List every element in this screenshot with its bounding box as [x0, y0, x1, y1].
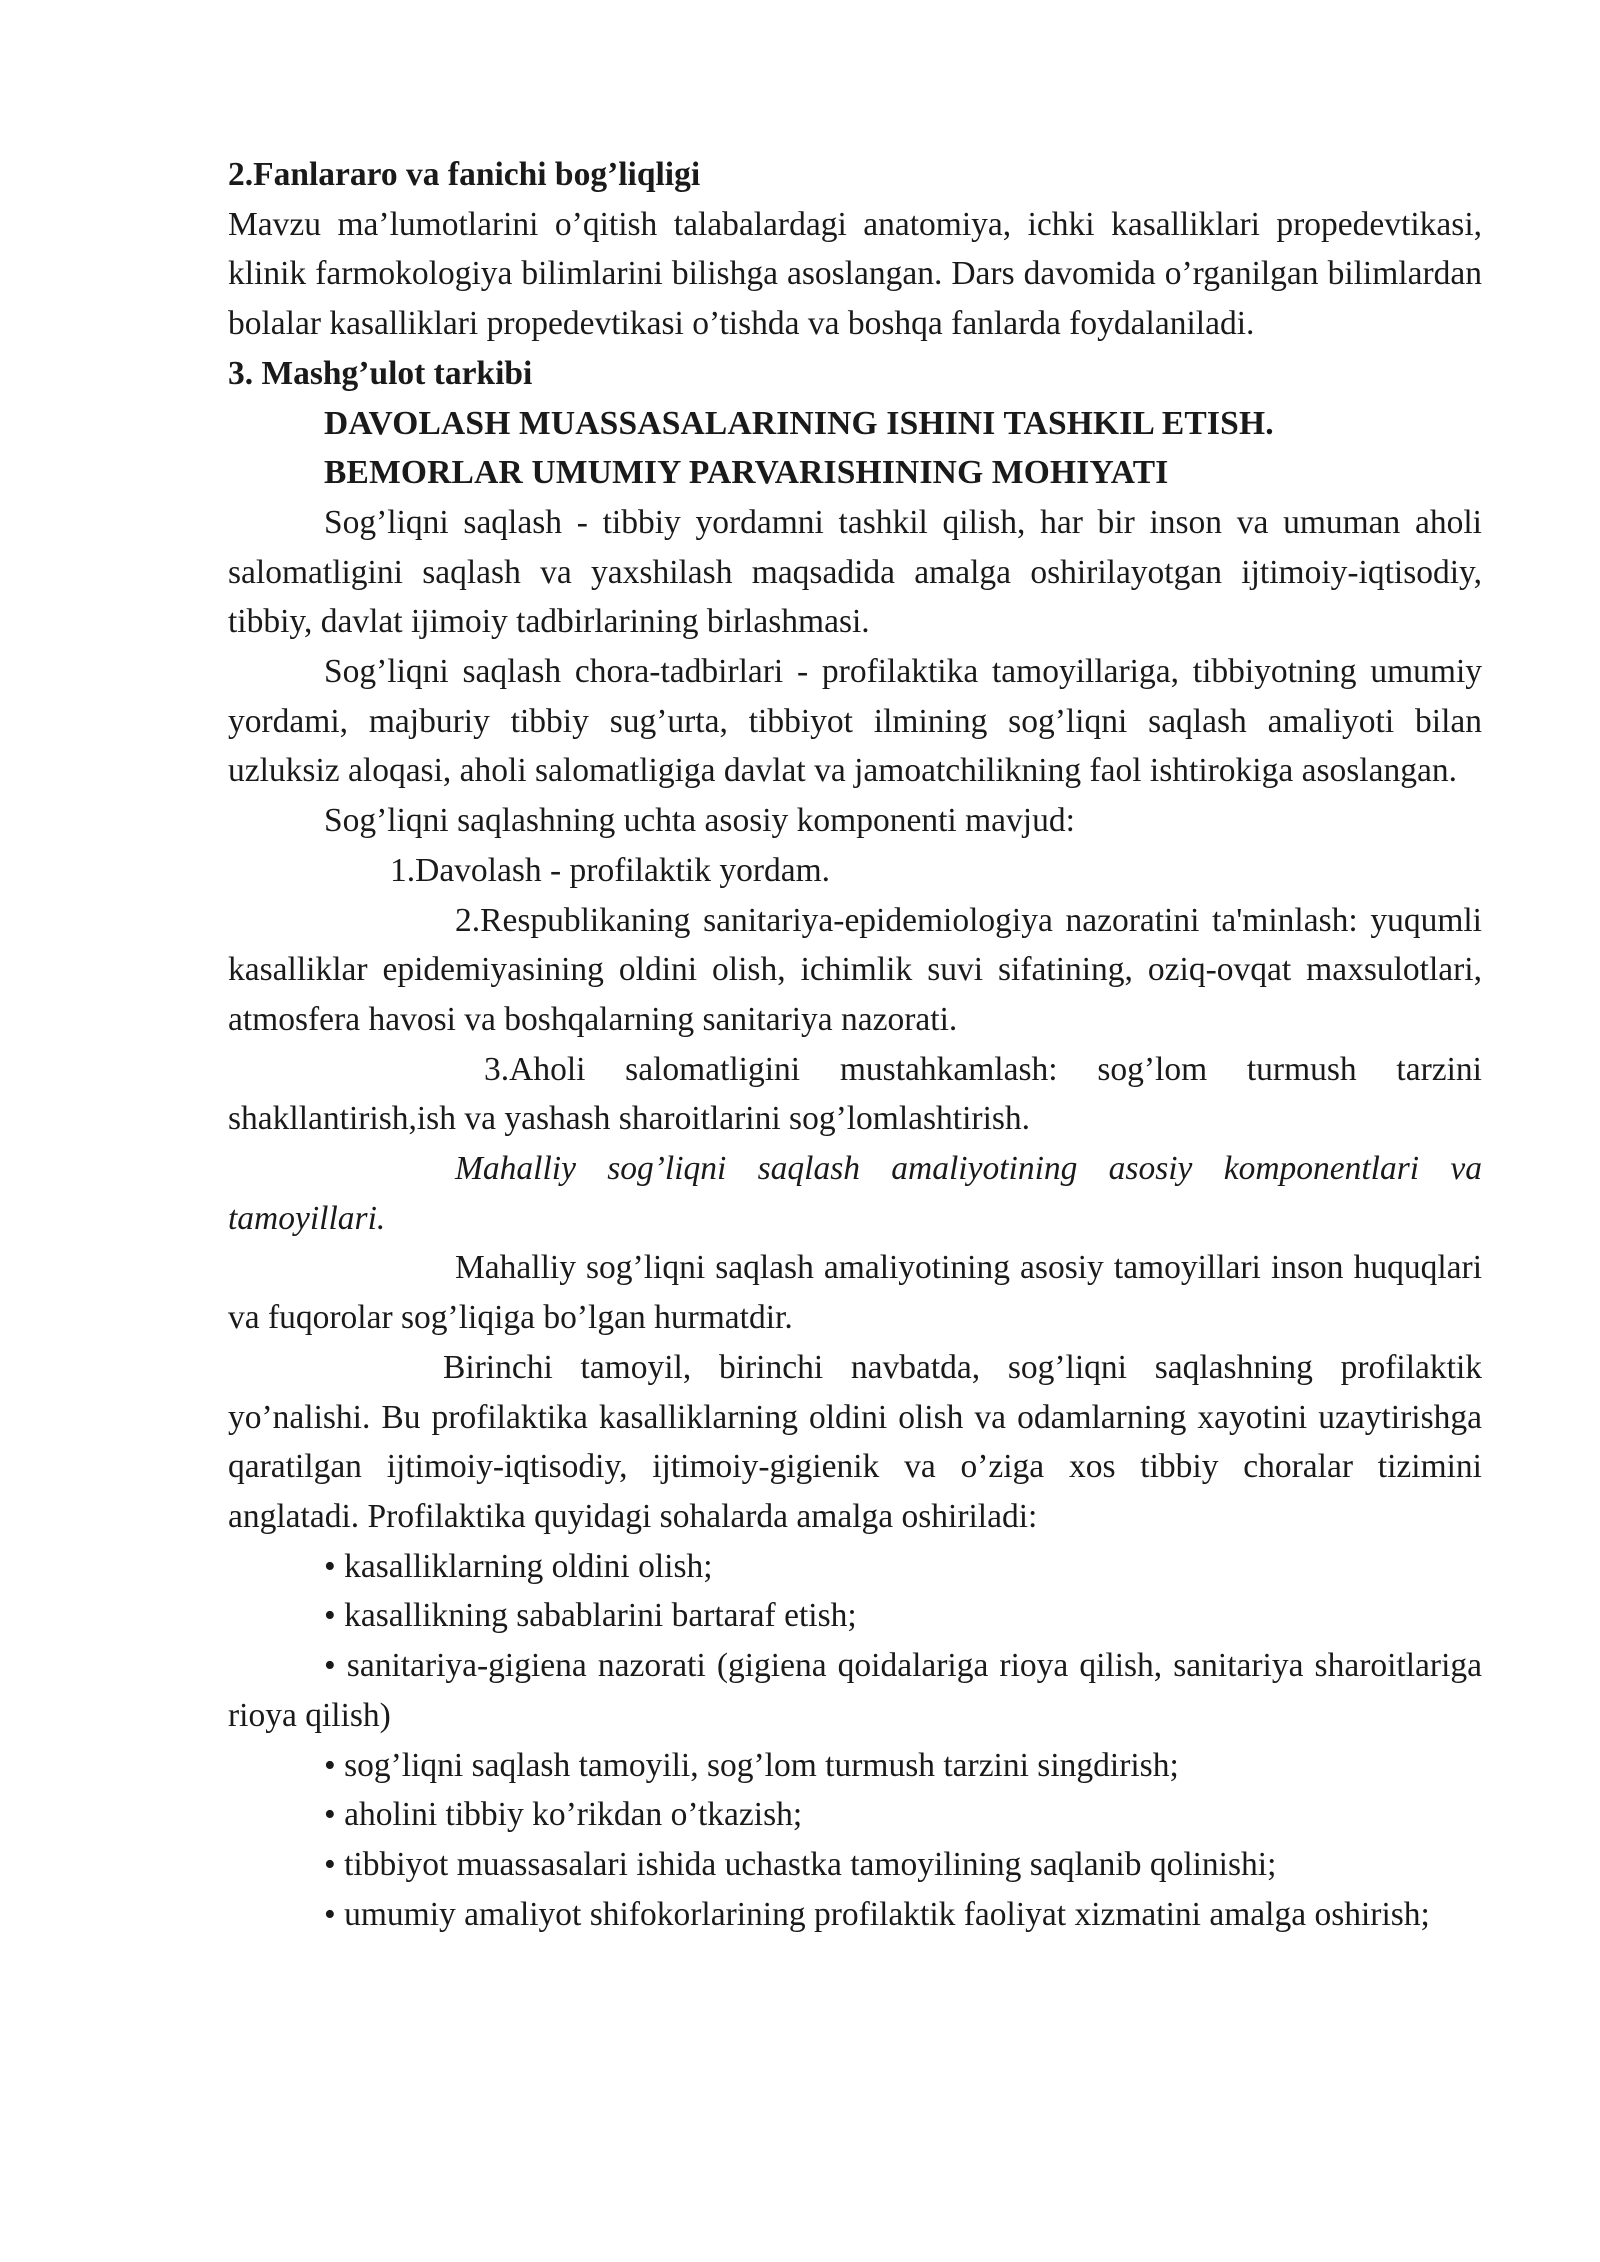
bullet-item: • kasalliklarning oldini olish;: [324, 1547, 713, 1585]
bullet-item: • umumiy amaliyot shifokorlarining profilaktik faoliyat xizmatini amalga oshirish;: [324, 1895, 1430, 1933]
italic-subtitle: Mahalliy sog’liqni saqlash amaliyotining asosiy komponentlari va tamoyillari.: [228, 1150, 1482, 1237]
paragraph-measures: Sog’liqni saqlash chora-tadbirlari - profilaktika tamoyillariga, tibbiyotning umumiy yordami, majburiy tibbiy sug’urta, tibbiyot ilmining sog’liqni saqlash amaliyoti bilan uzluksiz aloqasi, aholi salomatligiga davlat va jamoatchilikning faol ishtirokiga asoslangan.: [228, 653, 1482, 790]
section-2-title: 2.Fanlararo va fanichi bog’liqligi: [228, 156, 701, 193]
paragraph-first-principle: Birinchi tamoyil, birinchi navbatda, sog’liqni saqlashning profilaktik yo’nalishi. Bu profilaktika kasalliklarning oldini olish va odamlarning xayotini uzaytirishga qaratilgan ijtimoiy-iqtisodiy, ijtimoiy-gigienik va o’ziga xos tibbiy choralar tizimini anglatadi. Profilaktika quyidagi sohalarda amalga oshiriladi:: [228, 1348, 1482, 1535]
document-page: [228, 150, 1482, 1939]
bullet-item: • kasallikning sabablarini bartaraf etish;: [324, 1597, 857, 1635]
main-heading-line-1: DAVOLASH MUASSASALARINING ISHINI TASHKIL ETISH.: [324, 404, 1274, 442]
bullet-item: • sanitariya-gigiena nazorati (gigiena qoidalariga rioya qilish, sanitariya sharoitlariga rioya qilish): [228, 1647, 1482, 1734]
main-heading-line-2: BEMORLAR UMUMIY PARVARISHINING MOHIYATI: [324, 454, 1169, 492]
paragraph-components-intro: Sog’liqni saqlashning uchta asosiy komponenti mavjud:: [324, 802, 1075, 840]
bullet-item: • sog’liqni saqlash tamoyili, sog’lom turmush tarzini singdirish;: [324, 1746, 1179, 1784]
component-item-3: 3.Aholi salomatligini mustahkamlash: sog’lom turmush tarzini shakllantirish,ish va yashash sharoitlarini sog’lomlashtirish.: [228, 1050, 1482, 1138]
component-item-2: 2.Respublikaning sanitariya-epidemiologiya nazoratini ta'minlash: yuqumli kasalliklar epidemiyasining oldini olish, ichimlik suvi sifatining, oziq-ovqat maxsulotlari, atmosfera havosi va boshqalarning sanitariya nazorati.: [228, 901, 1482, 1038]
section-3-title: 3. Mashg’ulot tarkibi: [228, 354, 533, 392]
component-item-1: 1.Davolash - profilaktik yordam.: [390, 851, 831, 889]
section-2-text: Mavzu ma’lumotlarini o’qitish talabalardagi anatomiya, ichki kasalliklari propedevtikasi, klinik farmokologiya bilimlarini bilishga asoslangan. Dars davomida o’rganilgan bilimlardan bolalar kasalliklari propedevtikasi o’tishda va boshqa fanlarda foydalaniladi.: [228, 205, 1482, 343]
paragraph-definition: Sog’liqni saqlash - tibbiy yordamni tashkil qilish, har bir inson va umuman aholi salomatligini saqlash va yaxshilash maqsadida amalga oshirilayotgan ijtimoiy-iqtisodiy, tibbiy, davlat ijimoiy tadbirlarining birlashmasi.: [228, 503, 1482, 641]
paragraph-principles: Mahalliy sog’liqni saqlash amaliyotining asosiy tamoyillari inson huquqlari va fuqorolar sog’liqiga bo’lgan hurmatdir.: [228, 1249, 1482, 1337]
bullet-item: • aholini tibbiy ko’rikdan o’tkazish;: [324, 1796, 803, 1834]
bullet-item: • tibbiyot muassasalari ishida uchastka tamoyilining saqlanib qolinishi;: [324, 1845, 1277, 1883]
